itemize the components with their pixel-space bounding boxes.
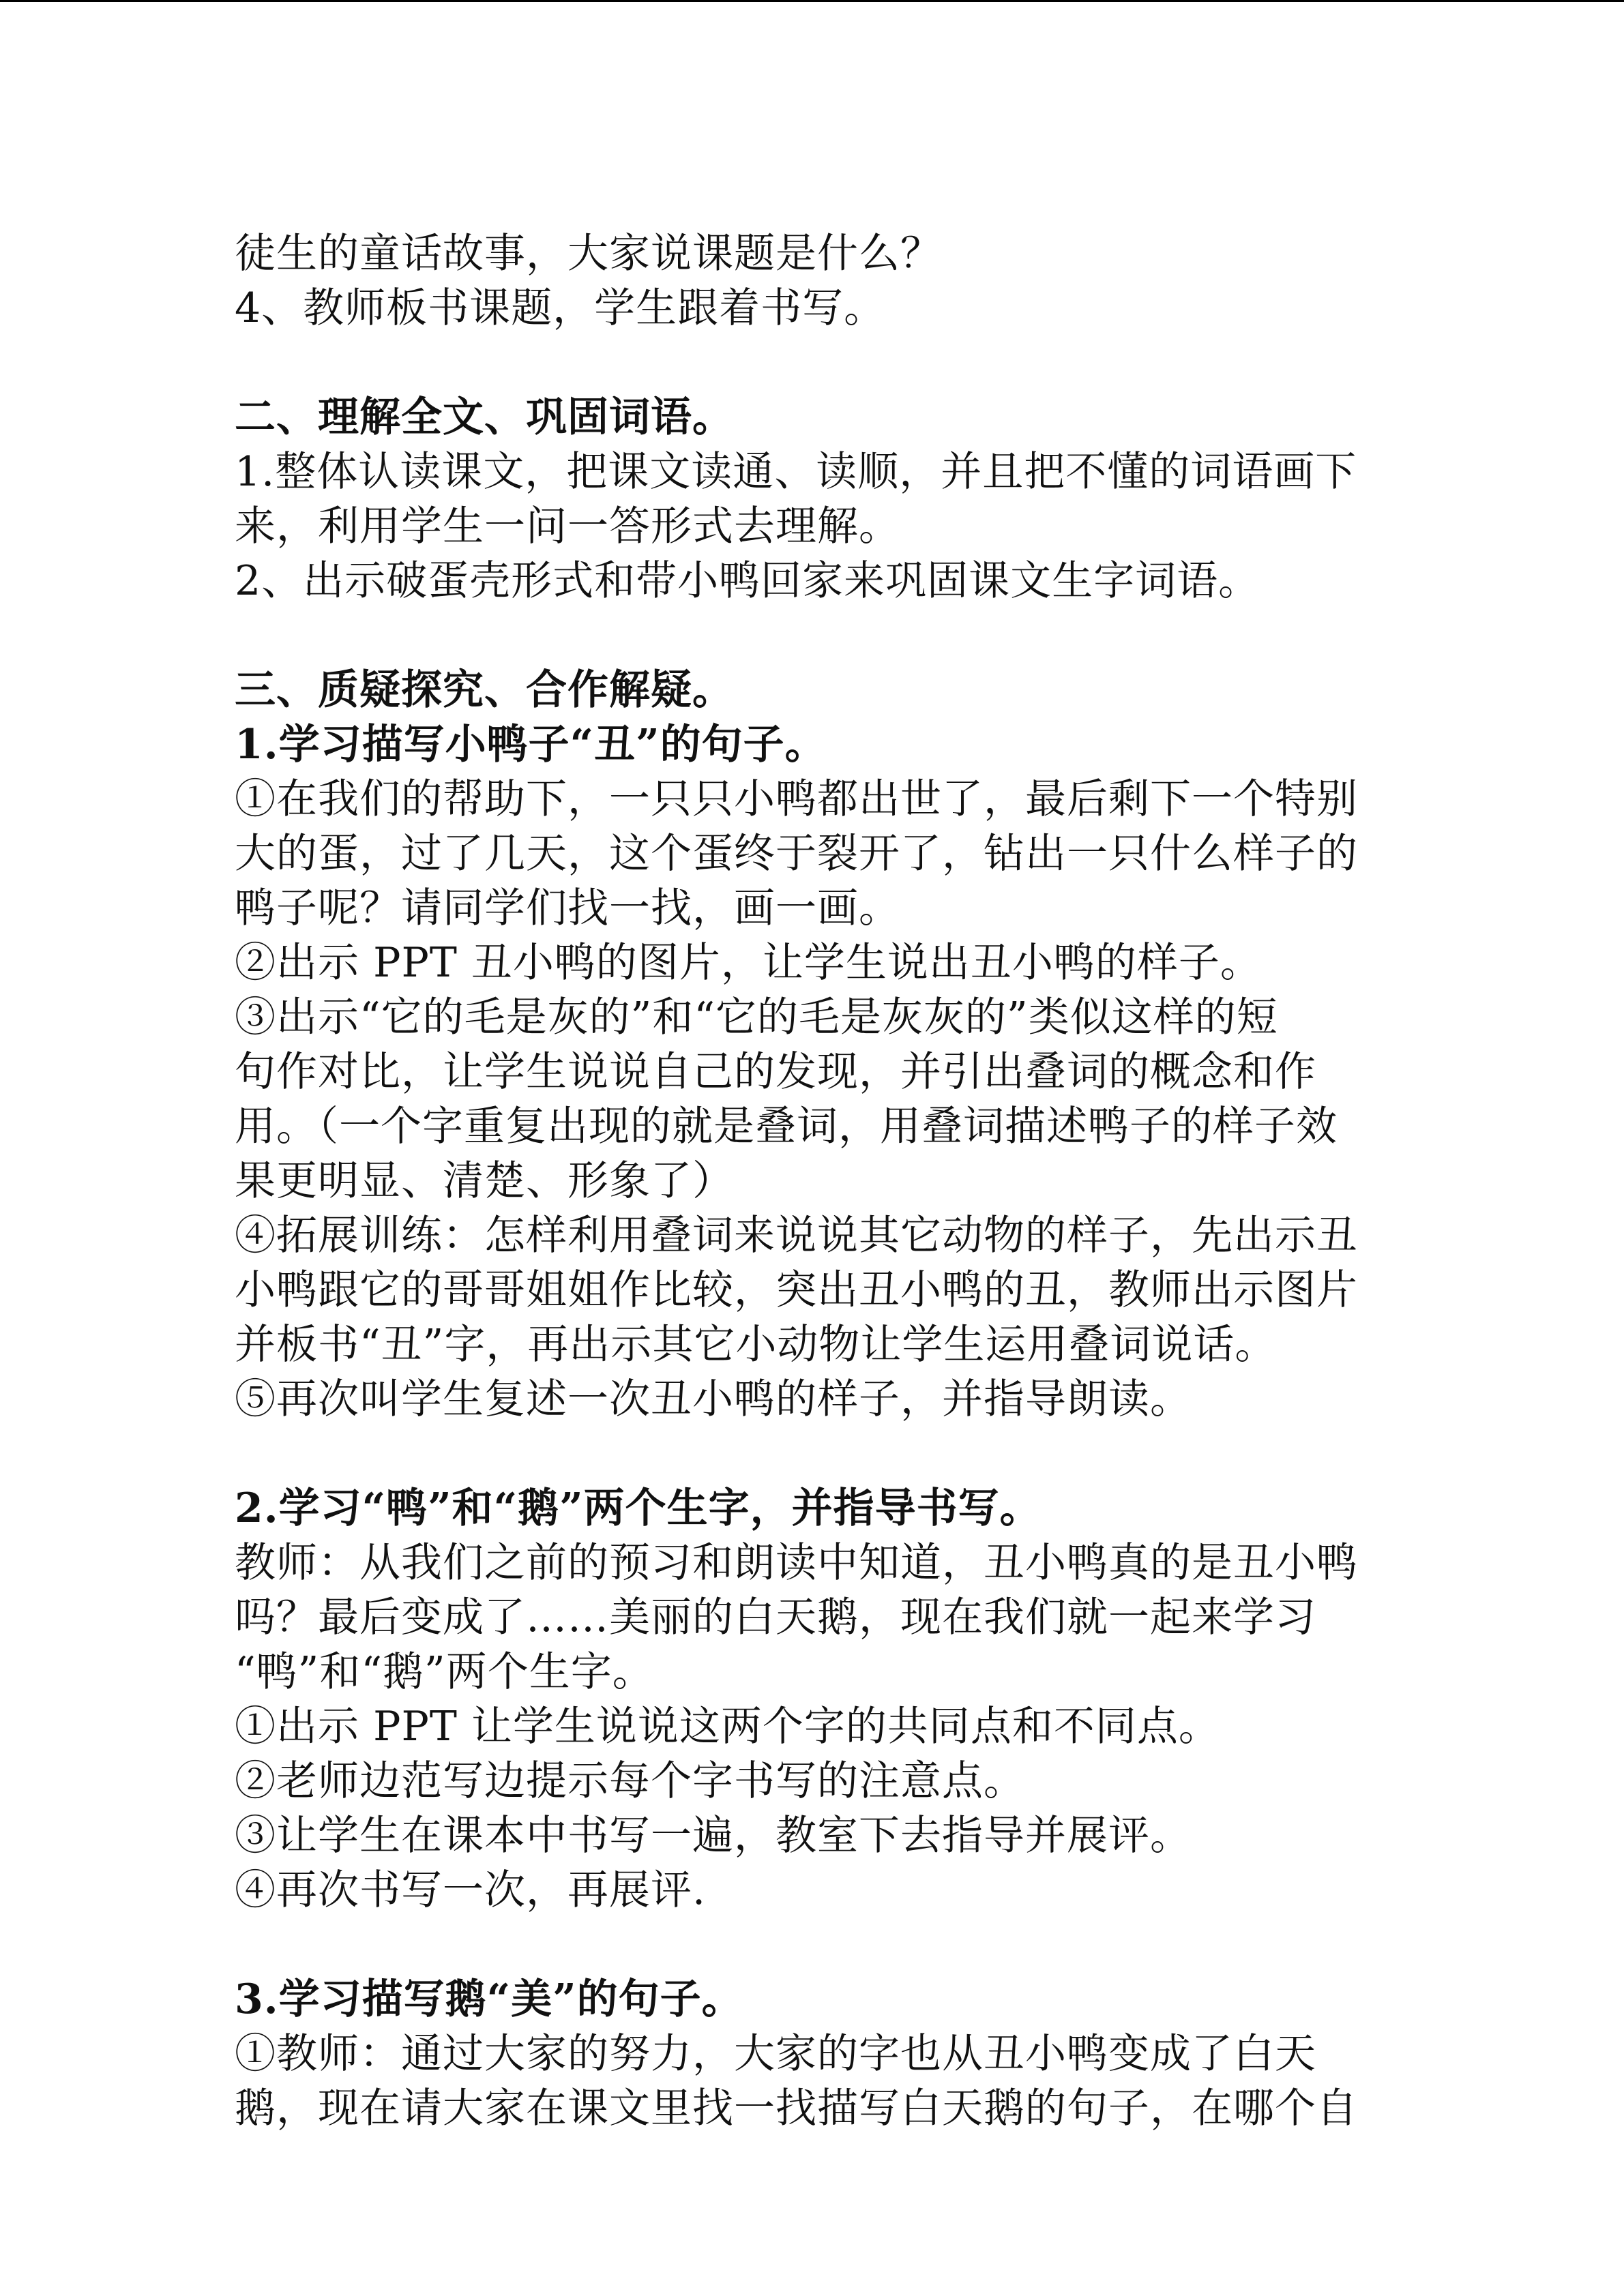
- text-line: 小鸭跟它的哥哥姐姐作比较，突出丑小鸭的丑，教师出示图片: [235, 1266, 1358, 1314]
- page-top-border: [0, 0, 1624, 2]
- text-line: ③让学生在课本中书写一遍，教室下去指导并展评。: [235, 1812, 1192, 1860]
- text-line: 2、出示破蛋壳形式和带小鸭回家来巩固课文生字词语。: [235, 557, 1260, 605]
- text-line: 来，利用学生一问一答形式去理解。: [235, 503, 900, 550]
- text-line: ⑤再次叫学生复述一次丑小鸭的样子，并指导朗读。: [235, 1375, 1192, 1423]
- text-line: ③出示“它的毛是灰的”和“它的毛是灰灰的”类似这样的短: [235, 994, 1278, 1041]
- text-line: ①在我们的帮助下，一只只小鸭都出世了，最后剩下一个特别: [235, 775, 1358, 823]
- text-line: ①教师：通过大家的努力，大家的字也从丑小鸭变成了白天: [235, 2030, 1316, 2078]
- text-line: 徒生的童话故事，大家说课题是什么？: [235, 230, 942, 278]
- text-line: ④再次书写一次，再展评.: [235, 1866, 707, 1914]
- text-line: 用。（一个字重复出现的就是叠词，用叠词描述鸭子的样子效: [235, 1103, 1338, 1150]
- paragraph-spacer: [235, 1918, 1415, 1972]
- section-heading: 1.学习描写小鸭子“丑”的句子。: [235, 721, 827, 769]
- text-line: 大的蛋，过了几天，这个蛋终于裂开了，钻出一只什么样子的: [235, 830, 1358, 878]
- text-line: 4、教师板书课题，学生跟着书写。: [235, 284, 886, 332]
- text-line: 1.整体认读课文，把课文读通、读顺，并且把不懂的词语画下: [235, 448, 1357, 496]
- text-line: ②出示 PPT 丑小鸭的图片，让学生说出丑小鸭的样子。: [235, 939, 1262, 987]
- paragraph-spacer: [235, 608, 1415, 663]
- text-line: ①出示 PPT 让学生说说这两个字的共同点和不同点。: [235, 1703, 1220, 1750]
- text-line: ②老师边范写边提示每个字书写的注意点。: [235, 1757, 1025, 1805]
- text-line: 鹅，现在请大家在课文里找一找描写白天鹅的句子，在哪个自: [235, 2085, 1358, 2132]
- section-heading: 2.学习“鸭”和“鹅”两个生字，并指导书写。: [235, 1485, 1042, 1532]
- text-line: 教师：从我们之前的预习和朗读中知道，丑小鸭真的是丑小鸭: [235, 1539, 1358, 1587]
- text-line: 吗？最后变成了……美丽的白天鹅，现在我们就一起来学习: [235, 1594, 1316, 1641]
- text-line: 句作对比，让学生说说自己的发现，并引出叠词的概念和作: [235, 1048, 1316, 1096]
- document-body: [235, 226, 1415, 2136]
- text-line: 果更明显、清楚、形象了）: [235, 1157, 734, 1205]
- text-line: “鸭”和“鹅”两个生字。: [235, 1648, 654, 1696]
- text-line: 并板书“丑”字，再出示其它小动物让学生运用叠词说话。: [235, 1321, 1277, 1369]
- section-heading: 二、理解全文、巩固词语。: [235, 393, 734, 441]
- paragraph-spacer: [235, 336, 1415, 390]
- text-line: 鸭子呢？请同学们找一找，画一画。: [235, 884, 900, 932]
- section-heading: 3.学习描写鹅“美”的句子。: [235, 1976, 743, 2023]
- paragraph-spacer: [235, 1427, 1415, 1481]
- text-line: ④拓展训练：怎样利用叠词来说说其它动物的样子，先出示丑: [235, 1212, 1358, 1259]
- section-heading: 三、质疑探究、合作解疑。: [235, 666, 734, 714]
